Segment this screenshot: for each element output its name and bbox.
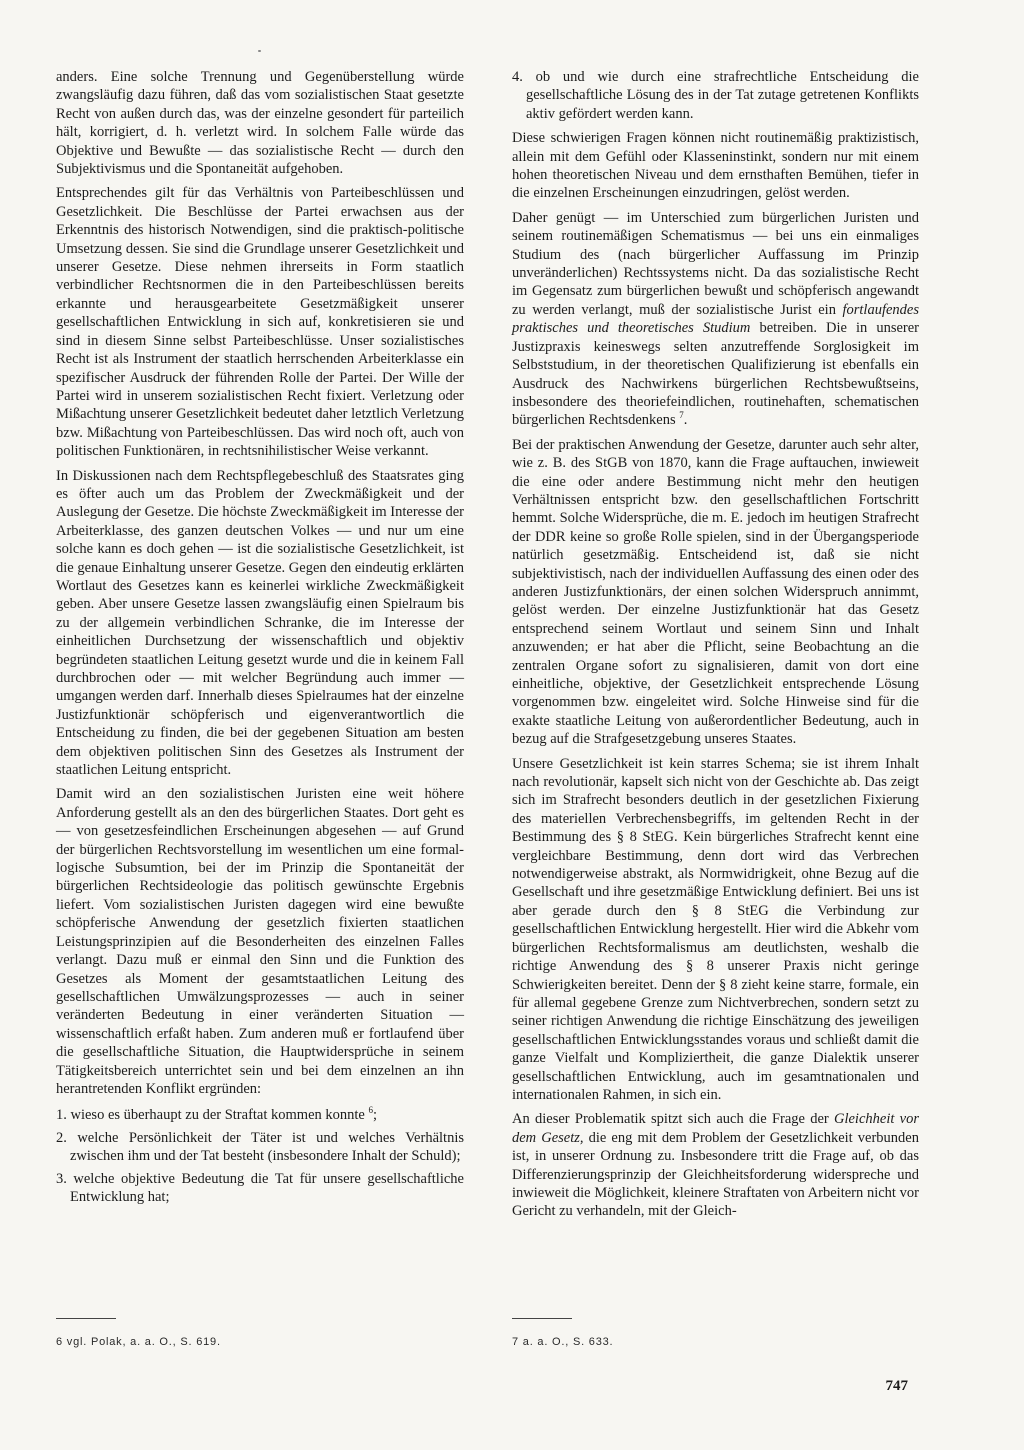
text-run: betreiben. Die in unserer Justizpraxis keineswegs selten anzutreffende Sorglosigkeit im Selbststudium, in der theoretischen Qualifizierung ist ebenfalls ein Ausdruck des Nachwirkens bürgerlichen Rechtsbewußtseins, insbesondere des theoriefeindlichen, routinehaften, schematischen bürgerlichen Rechtsdenkens [512, 320, 919, 429]
paragraph [512, 1110, 919, 1220]
emphasis: fortlaufendes praktisches und theoretisches Studium [512, 301, 919, 337]
text-run: die eng mit dem Problem der Gesetzlichkeit verbunden ist, in unserer Ordnung zu. Insbesondere tritt die Frage auf, ob das Differenzierungsprinzip der Gleichheitsforderung widerspreche und inwieweit die Möglichkeit, kleinere Straftaten von Arbeitern nicht vor Gericht zu verhandeln, mit der Gleich- [512, 1129, 919, 1220]
text-run: Daher genügt — im Unterschied zum bürgerlichen Juristen und seinem routinemäßigen Schematismus — bei uns ein einmaliges Studium des (nach bürgerlicher Auffassung im Prinzip unveränderlichen) Rechtssystems nicht. Da das sozialistische Recht im Gegensatz zum bürgerlichen bewußt und schöpferisch angewandt zu werden verlangt, muß der sozialistische Jurist ein [512, 209, 919, 318]
list-item-punct: ; [372, 1107, 378, 1124]
paragraph: anders. Eine solche Trennung und Gegenüberstellung würde zwangsläufig dazu führen, daß das vom sozialistischen Staat gesetzte Recht von außen durch das, was der einzelne gesondert für parteilich hält, korrigiert, d. h. verletzt wird. In solchem Falle würde das Objektive und Bewußte — das sozialistische Recht — durch den Subjektivismus und die Spontaneität aufgehoben. [56, 69, 464, 178]
paragraph [512, 209, 919, 430]
list-item-text: 1. wieso es überhaupt zu der Straftat kommen konnte [56, 1107, 365, 1124]
footnote-rule [512, 1318, 572, 1319]
paragraph: In Diskussionen nach dem Rechtspflegebeschluß des Staatsrates ging es öfter auch um das Problem der Zweckmäßigkeit und der Auslegung der Gesetze. Die höchste Zweckmäßigkeit im Interesse der Arbeiterklasse, des ganzen deutschen Volkes — und nur um eine solche kann es doch gehen — ist die sozialistische Gesetzlichkeit, ist die genaue Einhaltung unserer Gesetze. Gegen den eindeutig erklärten Wortlaut des Gesetzes kann es keinerlei wirkliche Zweckmäßigkeit geben. Aber unsere Gesetze lassen zwangsläufig einen Spielraum bis zu der allgemein verbindlichen Schranke, die im Interesse der einheitlichen Durchsetzung der wissenschaftlich und objektiv begründeten staatlichen Leitung gesetzt wurde und die in keinem Fall durchbrochen oder — mit welcher Begründung auch immer — umgangen werden darf. Innerhalb dieses Spielraumes hat der einzelne Justizfunktionär schöpferisch und eigenverantwortlich die Entscheidung zu finden, die bei der gegebenen Situation am besten dem objektiven politischen Sinn des Gesetzes als Instrument der staatlichen Leitung entspricht. [56, 467, 464, 779]
text-run: . [683, 412, 688, 429]
paragraph: Diese schwierigen Fragen können nicht routinemäßig praktizistisch, allein mit dem Gefühl oder Klasseninstinkt, sondern nur mit einem hohen theoretischen Niveau und dem ernsthaften Bemühen, tiefer in die einzelnen Erscheinungen einzudringen, gelöst werden. [512, 130, 919, 202]
emphasis: Gleichheit vor dem Gesetz, [512, 1111, 919, 1146]
text-run: An dieser Problematik spitzt sich auch die Frage der [512, 1111, 834, 1128]
paragraph: Unsere Gesetzlichkeit ist kein starres Schema; sie ist ihrem Inhalt nach revolutionär, kapselt sich nicht von der Geschichte ab. Das zeigt sich im Strafrecht besonders deutlich in der gesetzlichen Fixierung des materiellen Verbrechensbegriffs, im geltenden Recht in der Bestimmung des § 8 StEG. Kein bürgerliches Strafrecht kennt eine vergleichbare Bestimmung, denn dort wird das Verbrechen notwendigerweise abstrakt, als Normwidrigkeit, ohne Bezug auf die Gesellschaft und ihre gesetzmäßige Entwicklung definiert. Bei uns ist aber gerade durch den § 8 StEG die Verbindung zur gesellschaftlichen Entwicklung hergestellt. Hier wird die Abkehr vom bürgerlichen Rechtsformalismus am deutlichsten, weshalb die richtige Anwendung des § 8 unserer Praxis nicht geringe Schwierigkeiten bereitet. Denn der § 8 zieht keine starre, formale, ein für allemal gegebene Grenze zum Nichtverbrechen, sondern setzt zu seiner richtigen Anwendung die richtige Einschätzung des jeweiligen gesellschaftlichen Entwicklungsstandes voraus und schließt damit die ganze Vielfalt und Kompliziertheit, die ganze Dialektik unserer gesellschaftlichen Entwicklung, auch im gesamtnationalen und internationalen Rahmen, in sich ein. [512, 755, 919, 1103]
footnote-left: 6 vgl. Polak, a. a. O., S. 619. [56, 1336, 221, 1348]
paragraph: Damit wird an den sozialistischen Juristen eine weit höhere Anforderung gestellt als an den des bürgerlichen Staates. Dort geht es — von gesetzesfeindlichen Erscheinungen abgesehen — auf Grund der bürgerlichen Rechtsvorstellung im wesentlichen um eine formal-logische Subsumtion, bei der im Prinzip die Spontaneität der bürgerlichen Rechtsideologie das politisch gewünschte Ergebnis liefert. Vom sozialistischen Juristen dagegen wird eine bewußte schöpferische Anwendung der gesetzlich fixierten staatlichen Leistungsprinzipien auf die Besonderheiten des einzelnen Falles verlangt. Dazu muß er einmal den Sinn und die Funktion des Gesetzes als Moment der gesamtstaatlichen Leitung des gesellschaftlichen Umwälzungsprozesses — auch in seiner veränderten Bedeutung in einer veränderten Situation — wissenschaftlich erfaßt haben. Zum anderen muß er fortlaufend über die gesellschaftliche Situation, die Hauptwidersprüche in seinem Tätigkeitsbereich unterrichtet sein und bei dem einzelnen an ihn herantretenden Konflikt ergründen: [56, 786, 464, 1097]
right-column [512, 68, 919, 1227]
footnote-ref: 7 [679, 410, 684, 421]
paragraph: Bei der praktischen Anwendung der Gesetze, darunter auch sehr alter, wie z. B. des StGB von 1870, kann die Frage auftauchen, inwieweit die eine oder andere Bestimmung nicht mehr den heutigen Verhältnissen entspricht bzw. den gesellschaftlichen Fortschritt hemmt. Solche Widersprüche, die m. E. jedoch im heutigen Strafrecht der DDR keine so große Rolle spielen, sind in der Übergangsperiode natürlich gesetzmäßig. Entscheidend ist, daß sie nicht subjektivistisch, nach der individuellen Auffassung des einen oder des anderen Justizfunktionärs, der einen solchen Widerspruch annimmt, gelöst werden. Der einzelne Justizfunktionär hat das Gesetz entsprechend seinem Wortlaut und seinem Sinn und Inhalt anzuwenden; er hat aber die Pflicht, seine Beobachtung an die zentralen Organe sofort zu signalisieren, damit von dort eine einheitliche, objektive, der Gesetzlichkeit entsprechende Lösung vorgenommen bzw. eingeleitet wird. Solche Hinweise sind für die exakte staatliche Leitung von außerordentlicher Bedeutung, auch in bezug auf die Strafgesetzgebung unseres Staates. [512, 436, 919, 748]
list-item [56, 1106, 464, 1124]
list-item: 2. welche Persönlichkeit der Täter ist und welches Verhältnis zwischen ihm und der Tat besteht (insbesondere Inhalt der Schuld); [56, 1129, 464, 1165]
footnote-right: 7 a. a. O., S. 633. [512, 1336, 614, 1348]
list-item: 4. ob und wie durch eine strafrechtliche Entscheidung die gesellschaftliche Lösung des in der Tat zutage getretenen Konflikts aktiv gefördert werden kann. [512, 69, 919, 122]
list-item: 3. welche objektive Bedeutung die Tat für unsere gesellschaftliche Entwicklung hat; [56, 1170, 464, 1205]
left-column [56, 68, 464, 1210]
page-number: 747 [885, 1378, 908, 1394]
footnote-rule [56, 1318, 116, 1319]
scan-speck [258, 50, 261, 52]
paragraph: Entsprechendes gilt für das Verhältnis von Parteibeschlüssen und Gesetzlichkeit. Die Beschlüsse der Partei erwachsen aus der Erkenntnis des historisch Notwendigen, sind die praktisch-politische Umsetzung dessen. Sie sind die Grundlage unserer Gesetzlichkeit und unserer Gesetze. Diese nehmen ihrerseits in Form staatlich verbindlicher Rechtsnormen die in den Parteibeschlüssen bereits erkannte und herausgearbeitete Gesetzmäßigkeit unserer gesellschaftlichen Entwicklung in sich auf, konkretisieren sie und sind in diesem Sinne selbst Parteibeschlüsse. Unser sozialistisches Recht ist als Instrument der staatlich herrschenden Arbeiterklasse ein spezifischer Ausdruck der führenden Rolle der Partei. Der Wille der Partei wird in unserem sozialistischen Recht fixiert. Verletzung oder Mißachtung unserer Gesetzlichkeit bedeutet daher letztlich Verletzung bzw. Mißachtung von Parteibeschlüssen. Das wird noch oft, auch von politischen Funktionären, in rechtsnihilistischer Weise verkannt. [56, 185, 464, 460]
footnote-ref: 6 [368, 1105, 373, 1116]
